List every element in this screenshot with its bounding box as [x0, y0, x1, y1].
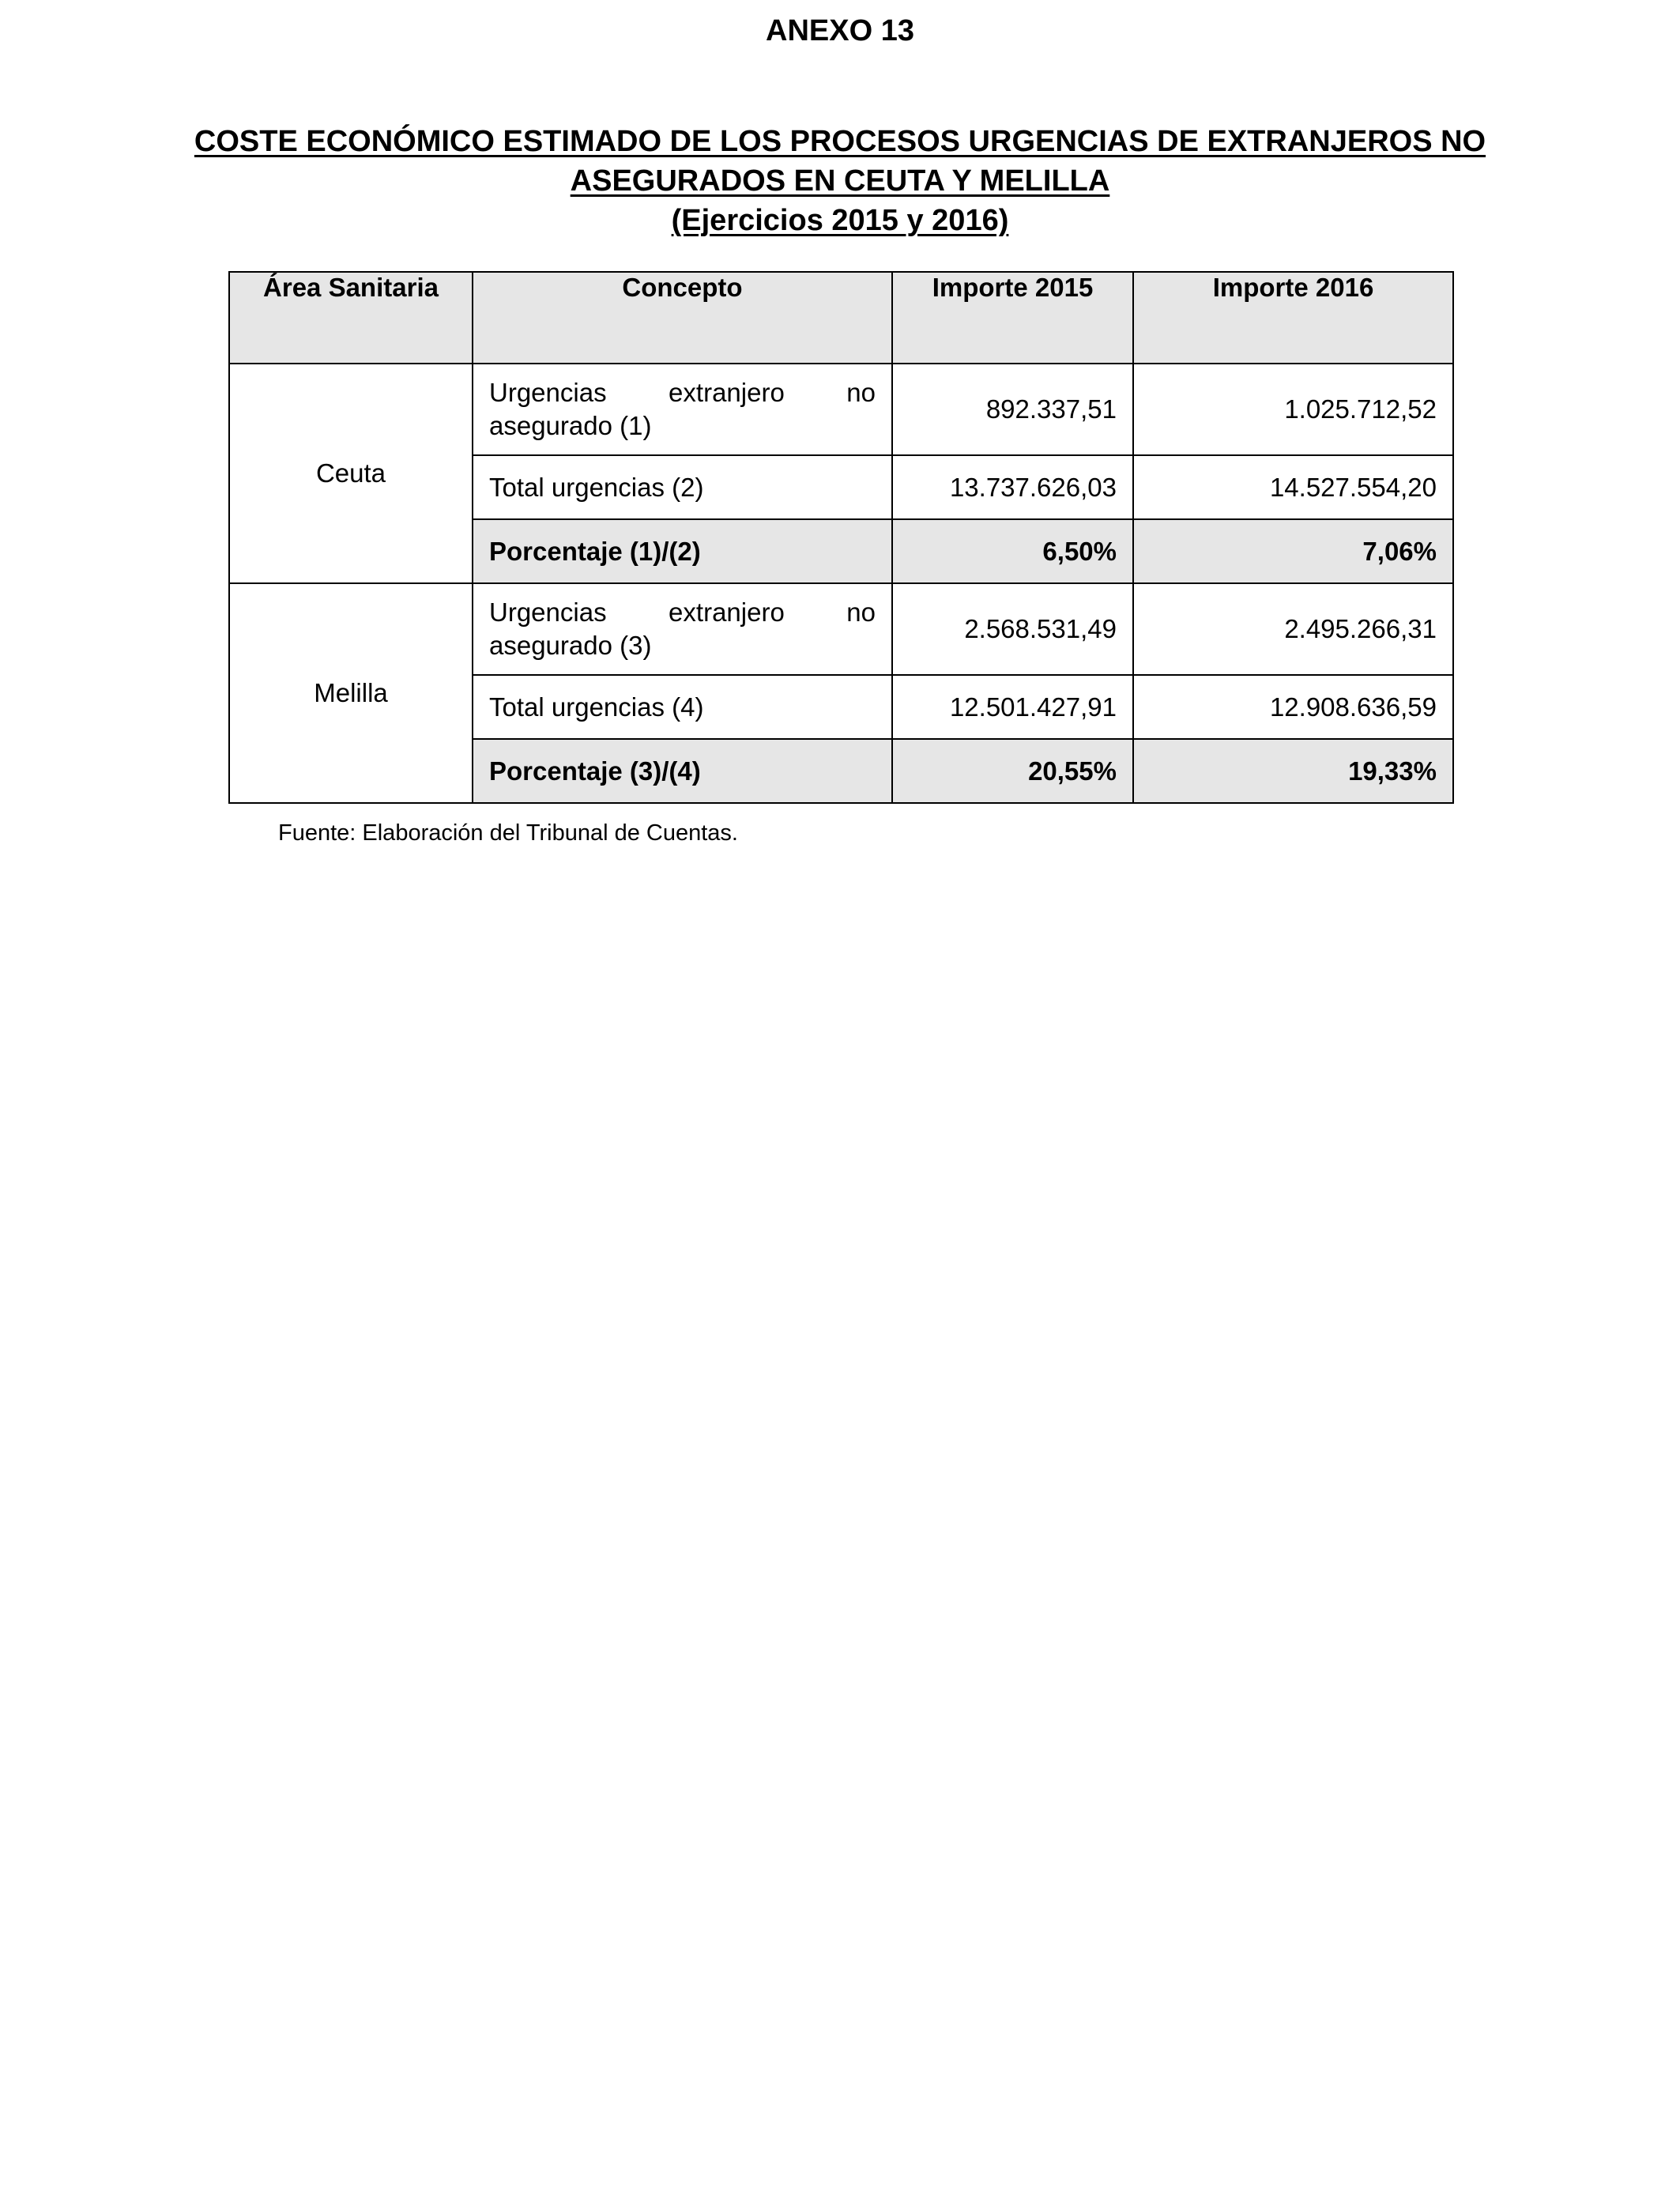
title-line-2: ASEGURADOS EN CEUTA Y MELILLA [570, 164, 1110, 198]
title-line-1: COSTE ECONÓMICO ESTIMADO DE LOS PROCESOS URGENCIAS DE EXTRANJEROS NO [194, 125, 1486, 158]
value-2016-cell: 14.527.554,20 [1133, 455, 1453, 519]
annex-title: ANEXO 13 [766, 14, 914, 47]
column-header-importe-2016: Importe 2016 [1133, 272, 1453, 364]
table-header-row [229, 272, 1453, 364]
value-2016-cell: 19,33% [1133, 739, 1453, 803]
title-line-3: (Ejercicios 2015 y 2016) [671, 204, 1009, 237]
concept-cell: Total urgencias (2) [473, 455, 892, 519]
value-2016-cell: 1.025.712,52 [1133, 364, 1453, 455]
concept-cell: Urgencias extranjero no asegurado (3) [473, 583, 892, 675]
value-2016-cell: 12.908.636,59 [1133, 675, 1453, 739]
column-header-area: Área Sanitaria [229, 272, 473, 364]
column-header-concept: Concepto [473, 272, 892, 364]
cost-table [228, 271, 1454, 804]
table-row [229, 583, 1453, 675]
value-2015-cell: 20,55% [892, 739, 1133, 803]
concept-cell: Porcentaje (3)/(4) [473, 739, 892, 803]
value-2015-cell: 6,50% [892, 519, 1133, 583]
concept-cell: Total urgencias (4) [473, 675, 892, 739]
concept-cell: Urgencias extranjero no asegurado (1) [473, 364, 892, 455]
concept-cell: Porcentaje (1)/(2) [473, 519, 892, 583]
table-row [229, 364, 1453, 455]
area-cell-ceuta: Ceuta [229, 364, 473, 583]
document-title [0, 122, 1680, 240]
value-2016-cell: 7,06% [1133, 519, 1453, 583]
value-2015-cell: 2.568.531,49 [892, 583, 1133, 675]
source-note: Fuente: Elaboración del Tribunal de Cuentas. [278, 820, 738, 846]
area-cell-melilla: Melilla [229, 583, 473, 803]
value-2015-cell: 13.737.626,03 [892, 455, 1133, 519]
value-2015-cell: 892.337,51 [892, 364, 1133, 455]
value-2016-cell: 2.495.266,31 [1133, 583, 1453, 675]
column-header-importe-2015: Importe 2015 [892, 272, 1133, 364]
value-2015-cell: 12.501.427,91 [892, 675, 1133, 739]
